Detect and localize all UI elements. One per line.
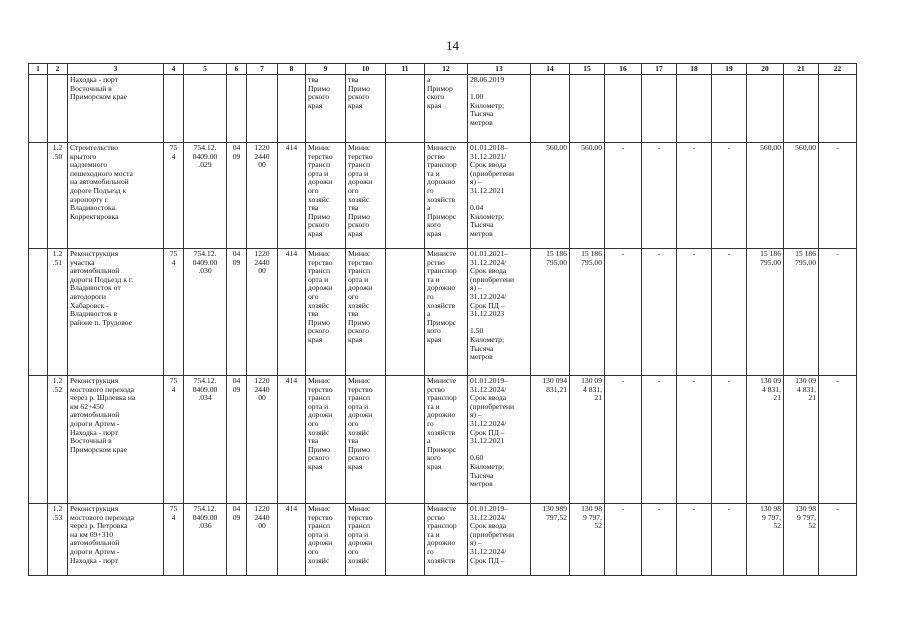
column-header-11: 11 — [386, 64, 425, 75]
column-header-6: 6 — [227, 64, 247, 75]
column-header-7: 7 — [247, 64, 278, 75]
column-header-20: 20 — [747, 64, 784, 75]
table-cell-col-6: 04 09 — [227, 249, 247, 376]
column-header-18: 18 — [677, 64, 712, 75]
table-cell-col-20: 560,00 — [747, 143, 784, 249]
table-cell-col-13: 01.01.2018– 31.12.2021/ Срок ввода (приобретени я) – 31.12.2021 0.04 Километр; Тысяча метров — [468, 143, 531, 249]
table-cell-col-7: 1220 2440 00 — [247, 504, 278, 576]
table-cell-col-2: 1.2 .50 — [48, 143, 68, 249]
table-cell-col-17: - — [642, 376, 677, 504]
table-cell-col-7: 1220 2440 00 — [247, 249, 278, 376]
table-cell-col-14: 130 094 831,21 — [531, 376, 570, 504]
table-cell-col-15: 130 98 9 797, 52 — [570, 504, 605, 576]
table-cell-col-15: 560,00 — [570, 143, 605, 249]
table-cell-col-10: Минис терство трансп орта и дорожн ого хозяйс тва Примо рского края — [346, 249, 386, 376]
table-cell-col-16: - — [605, 376, 642, 504]
table-cell-col-13: 28.06.2019 1.00 Километр; Тысяча метров — [468, 75, 531, 143]
column-header-10: 10 — [346, 64, 386, 75]
table-cell-col-4: 75 4 — [164, 504, 184, 576]
table-cell-col-17: - — [642, 504, 677, 576]
table-cell-col-15: 15 186 795,00 — [570, 249, 605, 376]
table-cell-col-5 — [184, 75, 227, 143]
table-cell-col-22: - — [819, 249, 857, 376]
table-cell-col-16: - — [605, 249, 642, 376]
table-cell-col-16: - — [605, 504, 642, 576]
table-row — [29, 376, 857, 504]
table-cell-col-21: 130 09 4 831, 21 — [784, 376, 819, 504]
column-header-12: 12 — [425, 64, 468, 75]
table-cell-col-10: Минис терство трансп орта и дорожн ого хозяйс тва Примо рского края — [346, 143, 386, 249]
column-header-2: 2 — [48, 64, 68, 75]
table-cell-col-22: - — [819, 376, 857, 504]
table-cell-col-1 — [29, 504, 48, 576]
table-cell-col-7: 1220 2440 00 — [247, 376, 278, 504]
table-cell-col-7: 1220 2440 00 — [247, 143, 278, 249]
table-cell-col-5: 754.12. 0409.00 .034 — [184, 376, 227, 504]
table-cell-col-15: 130 09 4 831, 21 — [570, 376, 605, 504]
table-cell-col-3: Реконструкция мостового перехода через р. Шрлевка на км 62+450 автомобильной дороги Артем - Находка - порт Восточный в Приморском крае — [68, 376, 164, 504]
table-cell-col-2 — [48, 75, 68, 143]
table-cell-col-20: 130 98 9 797, 52 — [747, 504, 784, 576]
table-cell-col-9: Минис терство трансп орта и дорожн ого хозяйс — [306, 504, 346, 576]
table-cell-col-19: - — [712, 376, 747, 504]
table-cell-col-9: Минис терство трансп орта и дорожн ого хозяйс тва Примо рского края — [306, 376, 346, 504]
table-cell-col-12: Министе рство транспор та и дорожно го хозяйств а Приморс кого края — [425, 376, 468, 504]
table-cell-col-21: 130 98 9 797, 52 — [784, 504, 819, 576]
column-header-9: 9 — [306, 64, 346, 75]
column-header-14: 14 — [531, 64, 570, 75]
table-cell-col-14: 15 186 795,00 — [531, 249, 570, 376]
table-cell-col-5: 754.12. 0409.00 .036 — [184, 504, 227, 576]
table-cell-col-6: 04 09 — [227, 143, 247, 249]
table-cell-col-21: 560,00 — [784, 143, 819, 249]
table-cell-col-8: 414 — [278, 143, 306, 249]
table-cell-col-14 — [531, 75, 570, 143]
table-cell-col-17: - — [642, 143, 677, 249]
table-cell-col-17 — [642, 75, 677, 143]
table-cell-col-12: Министе рство транспор та и дорожно го хозяйств а Приморс кого края — [425, 249, 468, 376]
table-cell-col-18: - — [677, 143, 712, 249]
table-cell-col-18: - — [677, 249, 712, 376]
table-cell-col-20: 130 09 4 831, 21 — [747, 376, 784, 504]
table-cell-col-11 — [386, 249, 425, 376]
column-header-16: 16 — [605, 64, 642, 75]
table-cell-col-22 — [819, 75, 857, 143]
table-cell-col-13: 01.01.2019– 31.12.2024/ Срок ввода (приобретени я) – 31.12.2024/ Срок ПД – 31.12.2021 0.60 Километр; Тысяча метров — [468, 376, 531, 504]
table-cell-col-20 — [747, 75, 784, 143]
table-cell-col-12: Министе рство транспор та и дорожно го хозяйств — [425, 504, 468, 576]
column-header-21: 21 — [784, 64, 819, 75]
table-cell-col-9: Минис терство трансп орта и дорожн ого хозяйс тва Примо рского края — [306, 249, 346, 376]
table-cell-col-14: 560,00 — [531, 143, 570, 249]
table-cell-col-2: 1.2 .53 — [48, 504, 68, 576]
table-row — [29, 504, 857, 576]
table-cell-col-19: - — [712, 249, 747, 376]
table-cell-col-4: 75 4 — [164, 376, 184, 504]
table-cell-col-8: 414 — [278, 504, 306, 576]
table-cell-col-18: - — [677, 504, 712, 576]
table-cell-col-1 — [29, 249, 48, 376]
table-cell-col-6: 04 09 — [227, 504, 247, 576]
page-number: 14 — [446, 38, 459, 53]
table-cell-col-21 — [784, 75, 819, 143]
column-header-15: 15 — [570, 64, 605, 75]
table-cell-col-12: Министе рство транспор та и дорожно го хозяйств а Приморс кого края — [425, 143, 468, 249]
table-cell-col-4 — [164, 75, 184, 143]
table-cell-col-6 — [227, 75, 247, 143]
table-cell-col-8: 414 — [278, 249, 306, 376]
table-cell-col-19: - — [712, 143, 747, 249]
table-cell-col-18 — [677, 75, 712, 143]
table-cell-col-9: Минис терство трансп орта и дорожн ого хозяйс тва Примо рского края — [306, 143, 346, 249]
table-row — [29, 143, 857, 249]
table-cell-col-16 — [605, 75, 642, 143]
table-cell-col-11 — [386, 143, 425, 249]
table-cell-col-10: тва Примо рского края — [346, 75, 386, 143]
column-header-17: 17 — [642, 64, 677, 75]
column-header-3: 3 — [68, 64, 164, 75]
table-cell-col-22: - — [819, 504, 857, 576]
table-cell-col-19 — [712, 75, 747, 143]
table-cell-col-3: Находка - порт Восточный в Приморском крае — [68, 75, 164, 143]
table-cell-col-1 — [29, 143, 48, 249]
table-cell-col-9: тва Примо рского края — [306, 75, 346, 143]
table-cell-col-7 — [247, 75, 278, 143]
table-cell-col-4: 75 4 — [164, 143, 184, 249]
column-header-8: 8 — [278, 64, 306, 75]
table-cell-col-14: 130 989 797,52 — [531, 504, 570, 576]
data-table — [28, 63, 857, 576]
table-cell-col-13: 01.01.2021– 31.12.2024/ Срок ввода (приобретени я) – 31.12.2024/ Срок ПД – 31.12.2023 1.50 Километр; Тысяча метров — [468, 249, 531, 376]
table-cell-col-5: 754.12. 0409.00 .030 — [184, 249, 227, 376]
table-cell-col-18: - — [677, 376, 712, 504]
table-cell-col-10: Минис терство трансп орта и дорожн ого хозяйс тва Примо рского края — [346, 376, 386, 504]
column-header-13: 13 — [468, 64, 531, 75]
table-cell-col-1 — [29, 376, 48, 504]
table-cell-col-11 — [386, 376, 425, 504]
table-cell-col-15 — [570, 75, 605, 143]
column-header-22: 22 — [819, 64, 857, 75]
header-row — [29, 64, 857, 75]
table-cell-col-3: Строительство крытого надземного пешеходного моста на автомобильной дороге Подъезд к аэропорту г. Владивостока. Корректировка — [68, 143, 164, 249]
table-row — [29, 75, 857, 143]
column-header-5: 5 — [184, 64, 227, 75]
table-cell-col-2: 1.2 .52 — [48, 376, 68, 504]
table-cell-col-22: - — [819, 143, 857, 249]
table-cell-col-6: 04 09 — [227, 376, 247, 504]
table-cell-col-3: Реконструкция мостового перехода через р. Петровка на км 69+310 автомобильной дороги Артем - Находка - порт — [68, 504, 164, 576]
table-cell-col-13: 01.01.2019– 31.12.2024/ Срок ввода (приобретени я) – 31.12.2024/ Срок ПД – — [468, 504, 531, 576]
table-cell-col-10: Минис терство трансп орта и дорожн ого хозяйс — [346, 504, 386, 576]
table-cell-col-19: - — [712, 504, 747, 576]
table-cell-col-4: 75 4 — [164, 249, 184, 376]
table-cell-col-1 — [29, 75, 48, 143]
column-header-1: 1 — [29, 64, 48, 75]
table-cell-col-2: 1.2 .51 — [48, 249, 68, 376]
table-cell-col-21: 15 186 795,00 — [784, 249, 819, 376]
table-cell-col-16: - — [605, 143, 642, 249]
table-cell-col-20: 15 186 795,00 — [747, 249, 784, 376]
table-cell-col-12: а Примор ского края — [425, 75, 468, 143]
table-cell-col-8 — [278, 75, 306, 143]
table-cell-col-8: 414 — [278, 376, 306, 504]
table-row — [29, 249, 857, 376]
table-cell-col-3: Реконструкция участка автомобильной дороги Подъезд к г. Владивосток от автодороги Хабаровск - Владивосток в районе п. Трудовое — [68, 249, 164, 376]
table-cell-col-11 — [386, 75, 425, 143]
table-cell-col-17: - — [642, 249, 677, 376]
table-cell-col-5: 754.12. 0409.00 .029 — [184, 143, 227, 249]
column-header-19: 19 — [712, 64, 747, 75]
table-cell-col-11 — [386, 504, 425, 576]
column-header-4: 4 — [164, 64, 184, 75]
